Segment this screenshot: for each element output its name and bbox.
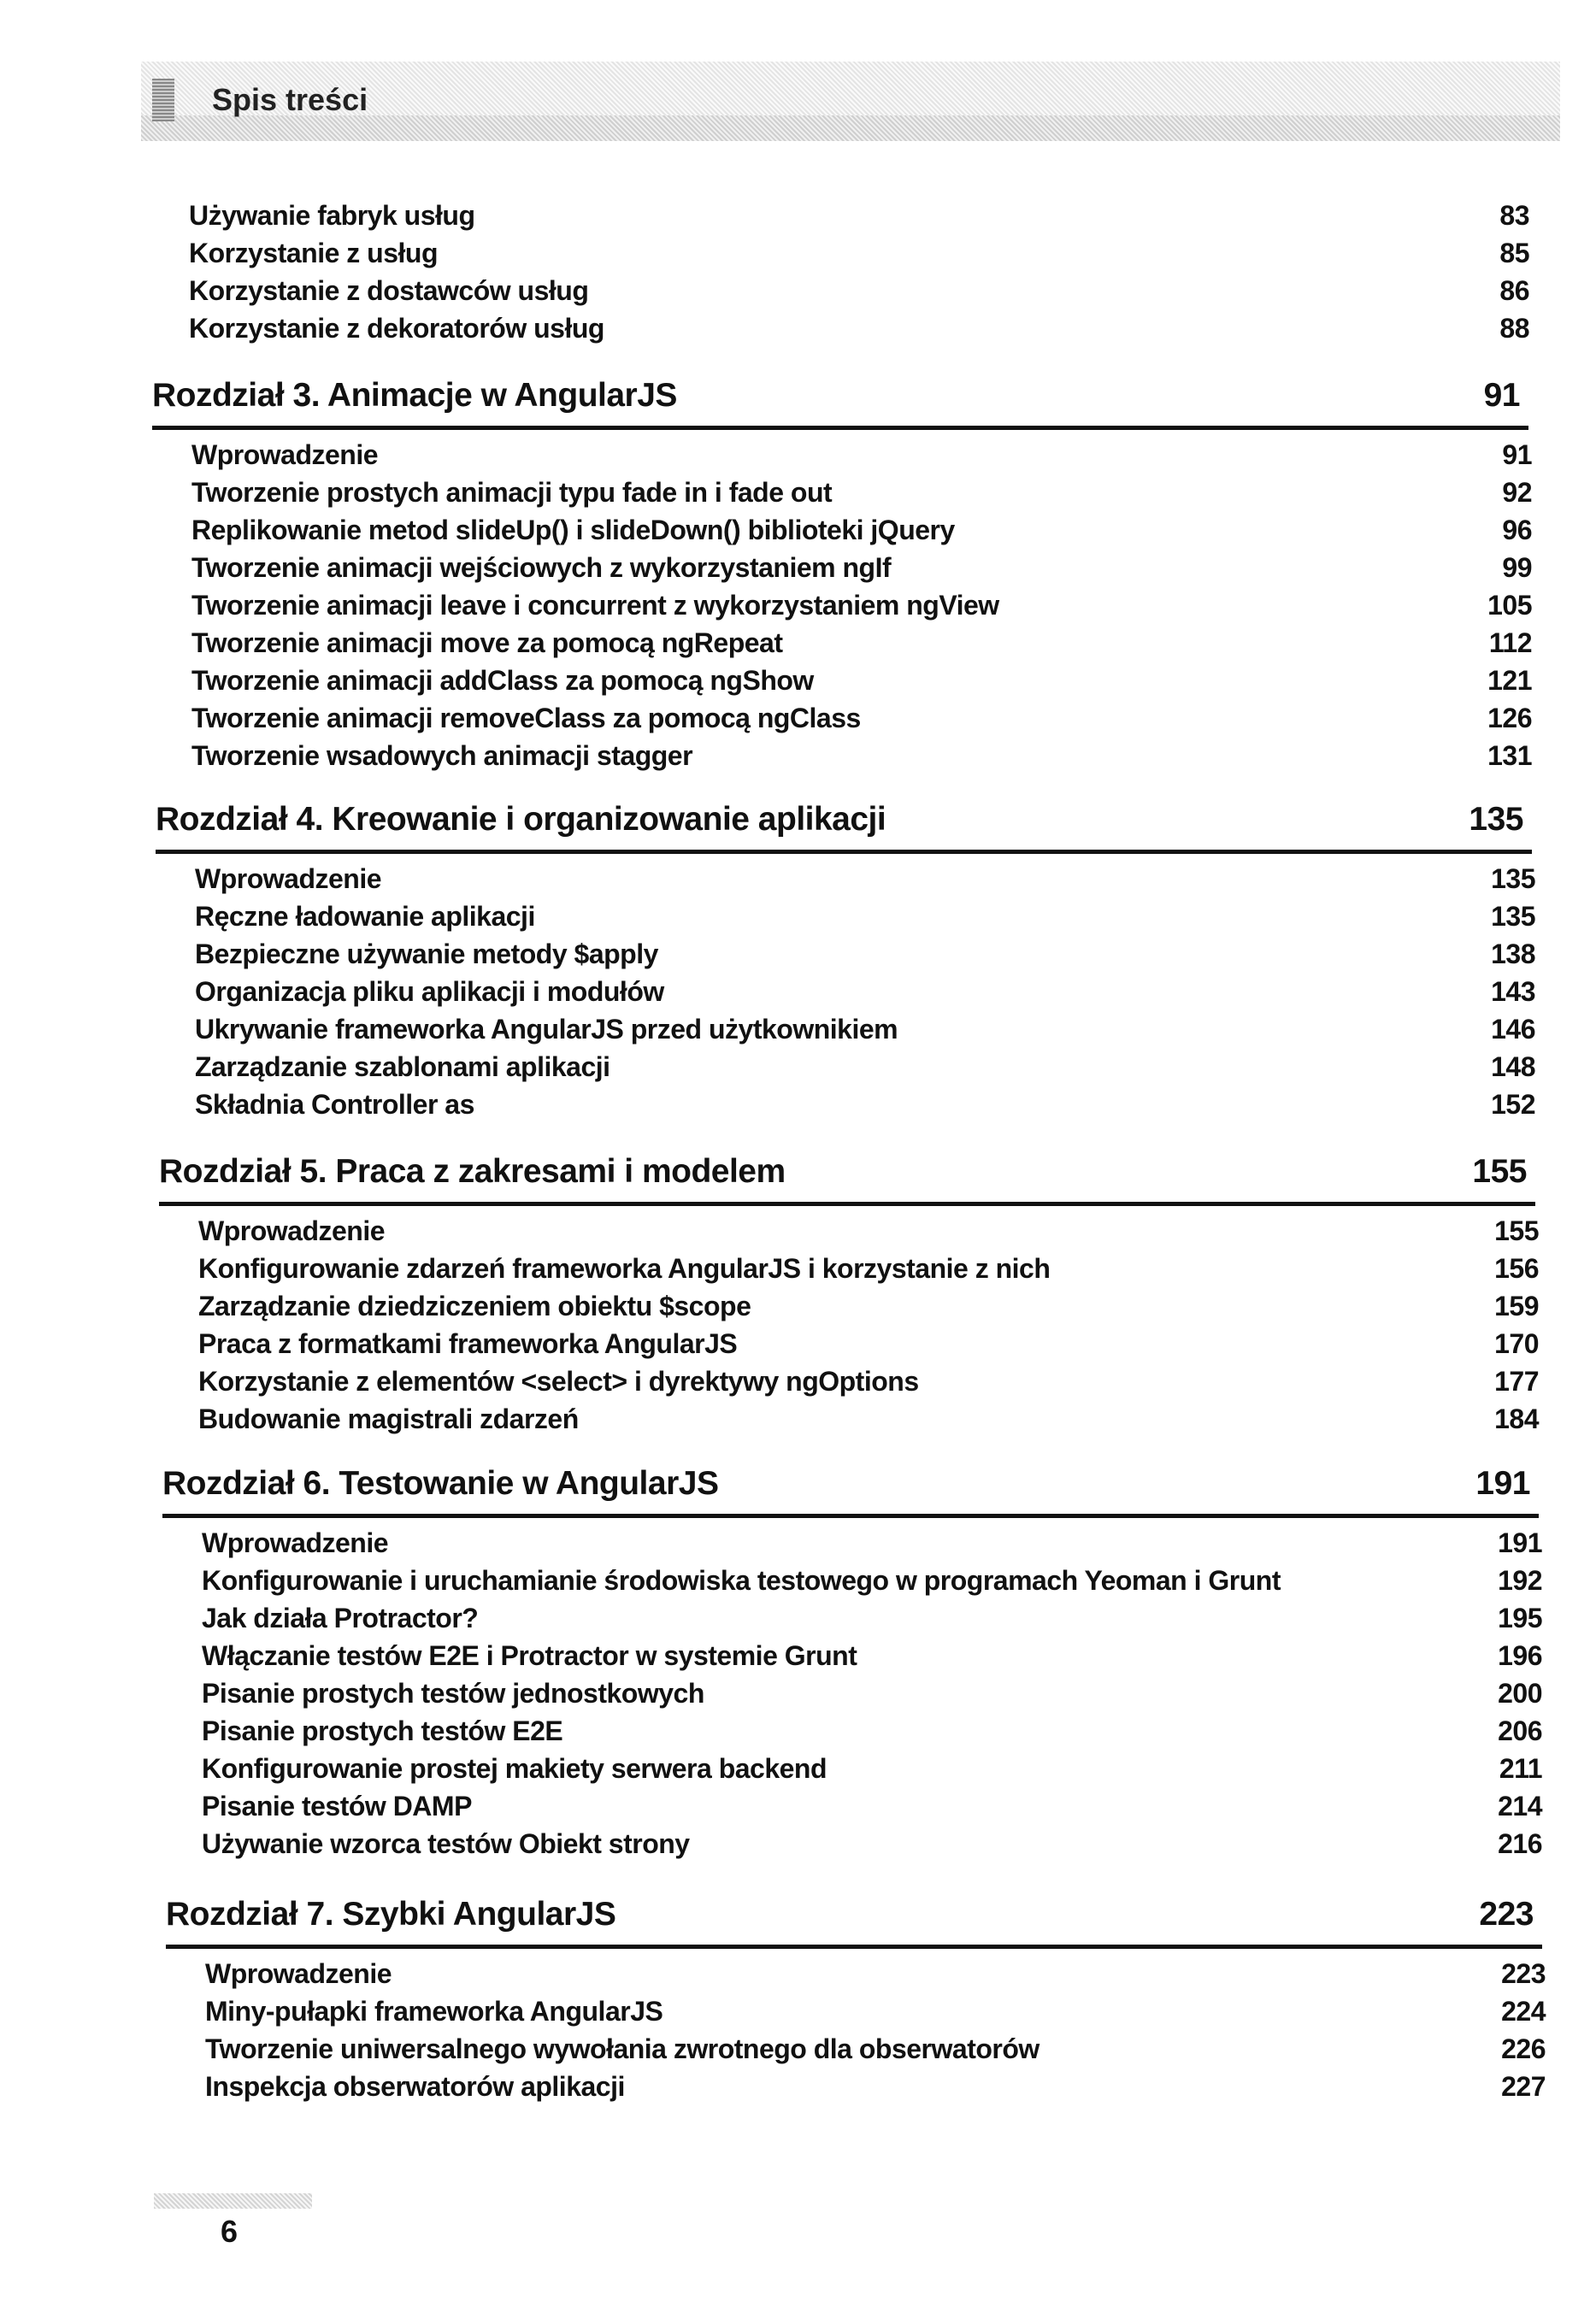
entry-page: 159: [1494, 1290, 1539, 1321]
entry-title: Pisanie prostych testów E2E: [202, 1715, 563, 1746]
toc-entry: [191, 511, 1532, 549]
chapter-rule: [162, 1514, 1539, 1518]
entry-title: Używanie wzorca testów Obiekt strony: [202, 1827, 690, 1859]
entry-title: Korzystanie z dostawców usług: [189, 274, 589, 306]
toc-entry: [191, 737, 1532, 774]
toc-entry: [195, 973, 1535, 1010]
entry-page: 156: [1494, 1252, 1539, 1284]
entry-title: Inspekcja obserwatorów aplikacji: [205, 2070, 625, 2102]
toc-entry: [195, 935, 1535, 973]
entry-title: Korzystanie z elementów <select> i dyrektywy ngOptions: [198, 1365, 919, 1397]
toc-entry: [191, 586, 1532, 624]
entry-page: 105: [1487, 589, 1532, 621]
entry-page: 92: [1502, 476, 1532, 508]
entry-title: Replikowanie metod slideUp() i slideDown() biblioteki jQuery: [191, 514, 955, 545]
entry-page: 121: [1487, 664, 1532, 696]
toc-entry: [205, 1992, 1546, 2030]
page-number: 6: [221, 2214, 239, 2249]
entry-page: 91: [1502, 438, 1532, 470]
toc-entry: [198, 1250, 1539, 1287]
toc-entry: [202, 1787, 1542, 1825]
entry-title: Wprowadzenie: [195, 862, 382, 894]
toc-entry: [191, 662, 1532, 699]
entry-page: 86: [1499, 274, 1529, 306]
entry-page: 226: [1501, 2033, 1546, 2064]
chapter-heading: [156, 798, 1523, 841]
entry-page: 196: [1498, 1639, 1542, 1671]
toc-entry: [198, 1212, 1539, 1250]
chapter-title: Rozdział 4. Kreowanie i organizowanie aplikacji: [156, 801, 886, 838]
toc-entry: [191, 549, 1532, 586]
entry-page: 227: [1501, 2070, 1546, 2102]
entry-title: Wprowadzenie: [198, 1215, 386, 1246]
entry-page: 223: [1501, 1957, 1546, 1989]
toc-entry: [189, 234, 1529, 272]
toc-entry: [198, 1400, 1539, 1438]
entry-page: 96: [1502, 514, 1532, 545]
toc-entry: [202, 1750, 1542, 1787]
entry-title: Włączanie testów E2E i Protractor w systemie Grunt: [202, 1639, 857, 1671]
chapter-rule: [156, 850, 1532, 854]
toc-entry: [205, 2068, 1546, 2105]
entry-title: Używanie fabryk usług: [189, 199, 475, 231]
toc-entry: [202, 1599, 1542, 1637]
entry-page: 146: [1491, 1013, 1535, 1045]
entry-title: Praca z formatkami frameworka AngularJS: [198, 1327, 738, 1359]
entry-page: 152: [1491, 1088, 1535, 1120]
chapter-page: 91: [1483, 377, 1520, 414]
chapter-heading: [166, 1893, 1534, 1936]
entry-page: 224: [1501, 1995, 1546, 2027]
entry-page: 148: [1491, 1050, 1535, 1082]
toc-entry: [202, 1562, 1542, 1599]
entry-page: 192: [1498, 1564, 1542, 1596]
entry-title: Ukrywanie frameworka AngularJS przed użytkownikiem: [195, 1013, 898, 1045]
entry-page: 170: [1494, 1327, 1539, 1359]
entry-title: Korzystanie z dekoratorów usług: [189, 312, 604, 344]
header-marker: [152, 79, 174, 121]
toc-entry: [195, 1048, 1535, 1086]
entry-page: 155: [1494, 1215, 1539, 1246]
entry-page: 135: [1491, 900, 1535, 932]
entry-title: Pisanie prostych testów jednostkowych: [202, 1677, 704, 1709]
entry-page: 200: [1498, 1677, 1542, 1709]
entry-title: Tworzenie animacji leave i concurrent z wykorzystaniem ngView: [191, 589, 999, 621]
toc-entry: [195, 1086, 1535, 1123]
entry-title: Ręczne ładowanie aplikacji: [195, 900, 535, 932]
entry-title: Miny-pułapki frameworka AngularJS: [205, 1995, 663, 2027]
chapter-title: Rozdział 6. Testowanie w AngularJS: [162, 1465, 719, 1502]
entry-page: 126: [1487, 702, 1532, 733]
entry-page: 211: [1499, 1752, 1542, 1784]
chapter-heading: [162, 1462, 1530, 1505]
header-band: [141, 115, 1560, 141]
toc-entry: [195, 897, 1535, 935]
chapter-title: Rozdział 3. Animacje w AngularJS: [152, 377, 677, 414]
toc-entry: [202, 1637, 1542, 1674]
toc-entry: [205, 1955, 1546, 1992]
entry-title: Tworzenie animacji addClass za pomocą ngShow: [191, 664, 814, 696]
entry-page: 112: [1488, 627, 1532, 658]
toc-entry: [202, 1825, 1542, 1863]
toc-entry: [202, 1524, 1542, 1562]
entry-page: 83: [1499, 199, 1529, 231]
entry-title: Budowanie magistrali zdarzeń: [198, 1403, 579, 1434]
toc-entry: [189, 197, 1529, 234]
entry-page: 88: [1499, 312, 1529, 344]
entry-page: 195: [1498, 1602, 1542, 1633]
entry-page: 184: [1494, 1403, 1539, 1434]
toc-entry: [198, 1287, 1539, 1325]
entry-page: 206: [1498, 1715, 1542, 1746]
toc-entry: [195, 860, 1535, 897]
entry-title: Zarządzanie szablonami aplikacji: [195, 1050, 610, 1082]
entry-title: Tworzenie wsadowych animacji stagger: [191, 739, 693, 771]
toc-entry: [205, 2030, 1546, 2068]
chapter-page: 135: [1469, 801, 1523, 838]
entry-title: Konfigurowanie zdarzeń frameworka AngularJS i korzystanie z nich: [198, 1252, 1051, 1284]
entry-title: Organizacja pliku aplikacji i modułów: [195, 975, 664, 1007]
toc-entry: [195, 1010, 1535, 1048]
entry-page: 143: [1491, 975, 1535, 1007]
toc-entry: [202, 1674, 1542, 1712]
entry-title: Konfigurowanie prostej makiety serwera backend: [202, 1752, 827, 1784]
entry-page: 85: [1499, 237, 1529, 268]
entry-page: 177: [1494, 1365, 1539, 1397]
toc-entry: [191, 436, 1532, 474]
toc-entry: [189, 309, 1529, 347]
entry-title: Zarządzanie dziedziczeniem obiektu $scope: [198, 1290, 751, 1321]
chapter-rule: [159, 1202, 1535, 1206]
entry-title: Składnia Controller as: [195, 1088, 474, 1120]
chapter-rule: [152, 426, 1528, 430]
entry-title: Pisanie testów DAMP: [202, 1790, 472, 1821]
chapter-page: 191: [1475, 1465, 1530, 1502]
entry-title: Wprowadzenie: [191, 438, 379, 470]
entry-title: Tworzenie prostych animacji typu fade in i fade out: [191, 476, 833, 508]
entry-title: Tworzenie uniwersalnego wywołania zwrotnego dla obserwatorów: [205, 2033, 1039, 2064]
entry-page: 138: [1491, 938, 1535, 969]
entry-title: Tworzenie animacji move za pomocą ngRepeat: [191, 627, 783, 658]
entry-title: Tworzenie animacji removeClass za pomocą ngClass: [191, 702, 861, 733]
chapter-title: Rozdział 7. Szybki AngularJS: [166, 1896, 616, 1933]
entry-title: Bezpieczne używanie metody $apply: [195, 938, 658, 969]
footer-band: [154, 2193, 312, 2209]
entry-page: 135: [1491, 862, 1535, 894]
chapter-heading: [152, 374, 1520, 417]
toc-entry: [202, 1712, 1542, 1750]
entry-title: Wprowadzenie: [205, 1957, 392, 1989]
entry-page: 191: [1498, 1527, 1542, 1558]
chapter-page: 223: [1479, 1896, 1534, 1933]
toc-entry: [198, 1362, 1539, 1400]
chapter-rule: [166, 1945, 1542, 1949]
toc-entry: [191, 624, 1532, 662]
entry-title: Wprowadzenie: [202, 1527, 389, 1558]
entry-page: 214: [1498, 1790, 1542, 1821]
chapter-heading: [159, 1150, 1527, 1193]
chapter-page: 155: [1472, 1153, 1527, 1190]
toc-entry: [189, 272, 1529, 309]
toc-entry: [191, 699, 1532, 737]
page-title: Spis treści: [212, 82, 368, 117]
entry-page: 99: [1502, 551, 1532, 583]
entry-page: 216: [1498, 1827, 1542, 1859]
toc-entry: [198, 1325, 1539, 1362]
entry-title: Korzystanie z usług: [189, 237, 438, 268]
toc-entry: [191, 474, 1532, 511]
entry-title: Tworzenie animacji wejściowych z wykorzystaniem ngIf: [191, 551, 892, 583]
chapter-title: Rozdział 5. Praca z zakresami i modelem: [159, 1153, 786, 1190]
entry-page: 131: [1487, 739, 1532, 771]
entry-title: Jak działa Protractor?: [202, 1602, 479, 1633]
entry-title: Konfigurowanie i uruchamianie środowiska testowego w programach Yeoman i Grunt: [202, 1564, 1281, 1596]
